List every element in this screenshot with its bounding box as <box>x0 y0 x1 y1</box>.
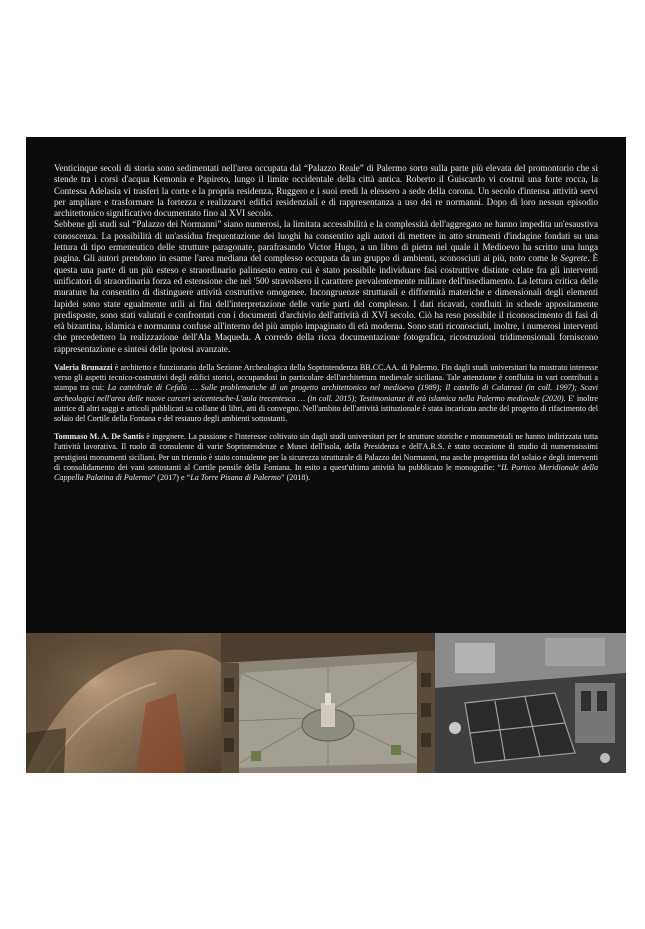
synopsis-paragraph-2: Sebbene gli studi sul “Palazzo dei Normanni” siano numerosi, la limitata accessibilità e la complessità dell'aggregato ne hanno impedita un'esaustiva conoscenza. La possibilità di un'assidua frequentazione dei luoghi ha consentito agli autori di mettere in atto strumenti d'indagine fondati su una lettura di tipo ermeneutico delle strutture paragonate, parafrasando Victor Hugo, a un libro di pietra nel quale il Medioevo ha scritto una lunga pagina. Gli autori prendono in esame l'area mediana del complesso occupata da un gruppo di ambienti, sconosciuti ai più, noto come le Segrete. È questa una parte di un più esteso e straordinario palinsesto entro cui è stato possibile individuare fasi costruttive distinte celate fra gli interventi unificatori di straordinaria forza ed estensione che nel '500 stravolsero il carattere prevalentemente militare dell'insediamento. La lettura critica delle murature ha consentito di distinguere attività costruttive omogenee. Incongruenze strutturali e difformità materiche e dimensionali degli elementi lapidei sono state egualmente utili ai fini dell'interpretazione delle varie parti del complesso. I dati ricavati, confluiti in schede appositamente predisposte, sono stati valutati e confrontati con i documenti d'archivio dell'attività di XVI secolo. Ciò ha reso possibile il riconoscimento di fasi di età bizantina, islamica e normanna confuse all'interno del più ampio impaginato di età moderna. Sono stati riconosciuti, inoltre, i numerosi interventi che precedettero la realizzazione dell'Ala Maqueda. A corredo della ricca documentazione fotografica, ricostruzioni tridimensionali forniscono rappresentazione e sintesi delle ipotesi avanzate. <box>54 219 599 354</box>
segrete-term: Segrete <box>560 253 588 264</box>
monograph-title: IL Portico Meridionale della Cappella Palatina di Palermo <box>54 462 599 483</box>
author-bio-de-santis: Tommaso M. A. De Santis è ingegnere. La passione e l'interesse coltivato sin dagli studi universitari per le strutture storiche e monumentali ne hanno indirizzata tutta l'attività lavorativa. Il ruolo di consulente di varie Soprintendenze e Musei dell'isola, della Presidenza e dell'A.R.S. è stato occasione di studio di numerosissimi prestigiosi monumenti siciliani. Per un triennio è stato consulente per la sicurezza strutturale di Palazzo dei Normanni, ma anche progettista del solaio e degli interventi di consolidamento dei vani sottostanti al Cortile pensile della Fontana. In esito a quest'ultima attività ha pubblicato le monografie: “IL Portico Meridionale della Cappella Palatina di Palermo” (2017) e “La Torre Pisana di Palermo” (2018). <box>54 432 599 483</box>
photo-strip <box>26 633 626 773</box>
author-bio-brunazzi: Valeria Brunazzi è architetto e funzionario della Sezione Archeologica della Soprintendenza BB.CC.AA. di Palermo. Fin dagli studi universitari ha mostrato interesse verso gli aspetti tecnico-costruttivi degli edifici storici, occupandosi in particolare dell'architettura medievale siciliana. Tale attenzione è confluita in vari contributi a stampa tra cui: La cattedrale di Cefalù … Sulle problematiche di un progetto architettonico nel medioevo (1989); Il castello di Calatrasi (in coll. 1997); Scavi archeologici nell'area delle nuove carceri seicentesche-L'aula trecentesca … (in coll. 2015); Testimonianze di età islamica nella Palermo medievale (2020). E' inoltre autrice di altri saggi e articoli pubblicati su collane di libri, atti di convegno. Nell'ambito dell'attività istituzionale è stata incaricata anche del progetto di rifacimento del solaio del Cortile della Fontana e del restauro degli ambienti sottostanti. <box>54 363 599 424</box>
author-name: Valeria Brunazzi <box>54 363 113 373</box>
author-name: Tommaso M. A. De Santis <box>54 432 145 442</box>
photo-courtyard-fountain <box>221 633 435 773</box>
monograph-title: La Torre Pisana di Palermo <box>190 473 281 483</box>
photo-excavation-bw <box>435 633 626 773</box>
back-cover-text-panel <box>26 137 626 633</box>
publication-list: La cattedrale di Cefalù … Sulle problematiche di un progetto architettonico nel medioevo (1989); Il castello di Calatrasi (in coll. 1997); Scavi archeologici nell'area delle nuove carceri seicentesche-L'aula trecentesca … (in coll. 2015); Testimonianze di età islamica nella Palermo medievale (2020). <box>54 383 598 403</box>
synopsis-paragraph-1: Venticinque secoli di storia sono sedimentati nell'area occupata dal “Palazzo Reale” di Palermo sorto sulla parte più elevata del promontorio che si stende tra i corsi d'acqua Kemonia e Papireto, lungo il limite occidentale della città antica. Roberto il Guiscardo vi costruì una forte rocca, la Contessa Adelasia vi trasferì la corte e la propria residenza, Ruggero e i suoi eredi la elessero a sede della corona. Un secolo d'intensa attività servì per ampliare e trasformare la fortezza e realizzarvi edifici residenziali e di rappresentanza a uso dei re normanni. Dopo di loro nessun episodio architettonico significativo documentato fino al XVI secolo. <box>54 163 598 219</box>
book-synopsis <box>54 163 598 355</box>
photo-vaulted-interior <box>26 633 221 773</box>
